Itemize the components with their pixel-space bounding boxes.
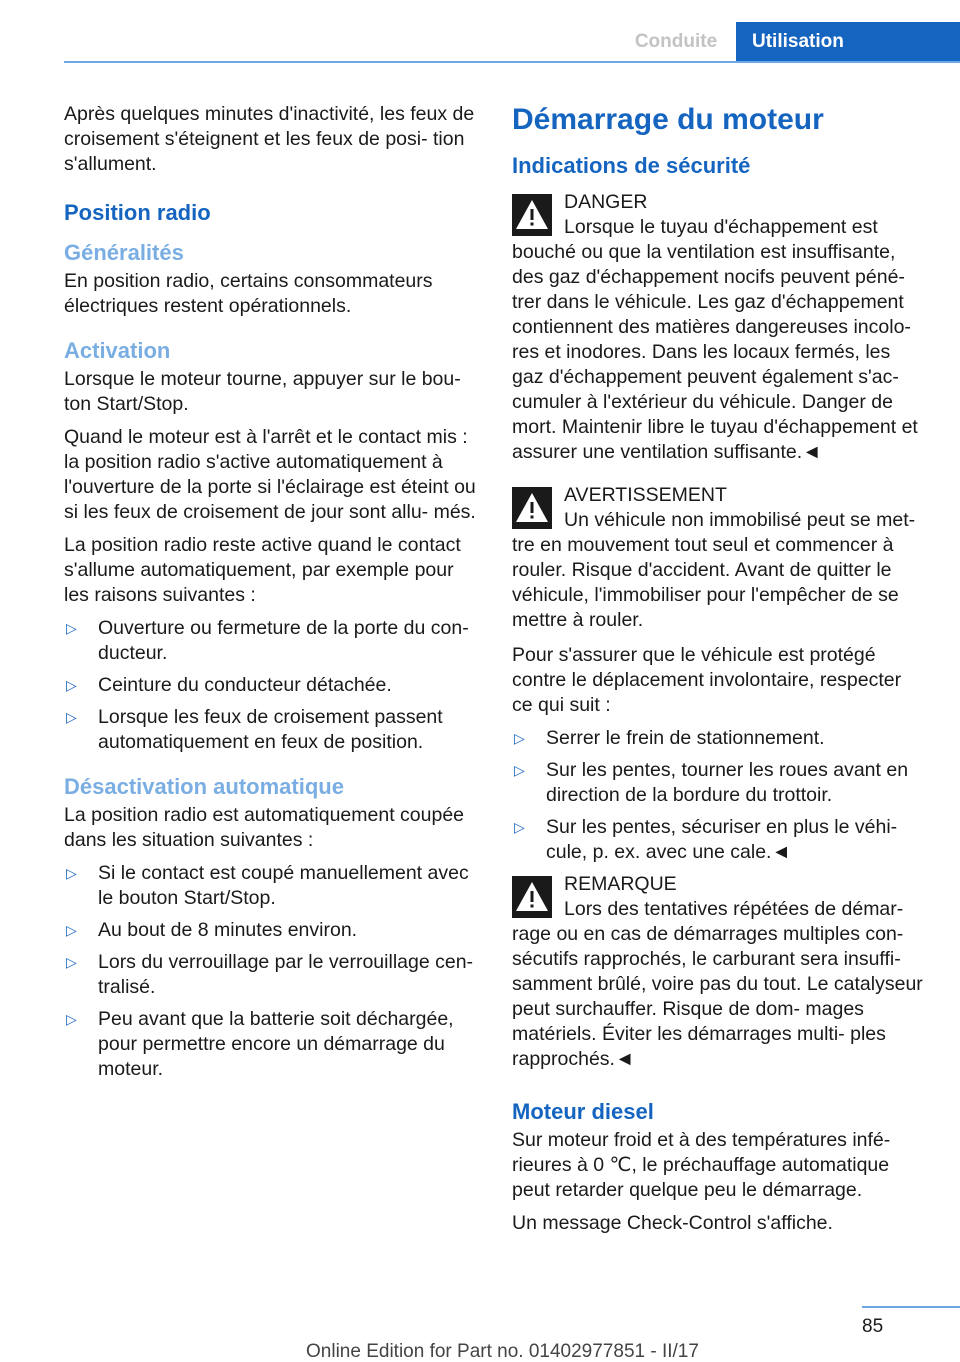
right-column bbox=[512, 102, 924, 1244]
diesel-paragraph-2: Un message Check-Control s'affiche. bbox=[512, 1212, 833, 1234]
deactivation-list bbox=[64, 861, 482, 1082]
list-item: ▷ Serrer le frein de stationnement. bbox=[514, 727, 825, 749]
note-notice bbox=[512, 872, 924, 1072]
list-item: ▷ Sur les pentes, tourner les roues avant en direction de la bordure du trottoir. bbox=[514, 759, 909, 806]
section-title-position-radio: Position radio bbox=[64, 200, 211, 225]
triangle-right-icon: ▷ bbox=[66, 865, 77, 881]
note-text: Lors des tentatives répétées de démar- rage ou en cas de démarrages multiples con- sécutifs rapprochés, le carburant sera insuffi- samment brûlé, voire pas du tout. Le catalyseur peut surchauffer. Risque de dom- mages matériels. Éviter les démarrages multi- ples rapprochés.◄ bbox=[512, 898, 923, 1070]
secure-list bbox=[512, 726, 924, 865]
warning-triangle-icon bbox=[512, 194, 552, 236]
deactivation-paragraph: La position radio est automatiquement coupée dans les situation suivantes : bbox=[64, 804, 465, 851]
footer-rule bbox=[862, 1306, 960, 1308]
tab-utilisation[interactable]: Utilisation bbox=[736, 22, 960, 62]
warning-label: AVERTISSEMENT bbox=[564, 484, 727, 506]
secure-paragraph: Pour s'assurer que le véhicule est protégé contre le déplacement involontaire, respecter ce qui suit : bbox=[512, 644, 902, 716]
activation-list bbox=[64, 616, 482, 755]
triangle-right-icon: ▷ bbox=[66, 922, 77, 938]
list-item: ▷ Lorsque les feux de croisement passent automatiquement en feux de position. bbox=[66, 706, 443, 753]
left-column bbox=[64, 102, 482, 1089]
list-item: ▷ Au bout de 8 minutes environ. bbox=[66, 919, 358, 941]
danger-text: Lorsque le tuyau d'échappement est bouché ou que la ventilation est insuffisante, des gaz d'échappement nocifs peuvent péné- trer dans le véhicule. Les gaz d'échappement contiennent des matières dangereuses incolo- res et inodores. Dans les locaux fermés, les gaz d'échappement peuvent également s'ac- cumuler à l'extérieur du véhicule. Danger de mort. Maintenir libre le tuyau d'échappement et assurer une ventilation suffisante.◄ bbox=[512, 216, 918, 463]
danger-label: DANGER bbox=[564, 191, 648, 213]
triangle-right-icon: ▷ bbox=[66, 620, 77, 636]
activation-paragraph-1: Lorsque le moteur tourne, appuyer sur le bou- ton Start/Stop. bbox=[64, 368, 461, 415]
heading-diesel: Moteur diesel bbox=[512, 1099, 654, 1124]
header-rule bbox=[64, 61, 960, 63]
general-paragraph: En position radio, certains consommateurs électriques restent opérationnels. bbox=[64, 270, 433, 317]
list-item: ▷ Peu avant que la batterie soit déchargée, pour permettre encore un démarrage du moteur. bbox=[66, 1008, 454, 1080]
list-item: ▷ Ceinture du conducteur détachée. bbox=[66, 674, 392, 696]
tab-conduite[interactable]: Conduite bbox=[634, 31, 718, 52]
triangle-right-icon: ▷ bbox=[66, 677, 77, 693]
heading-generalites: Généralités bbox=[64, 240, 184, 265]
edition-text: Online Edition for Part no. 01402977851 - II/17 bbox=[306, 1341, 699, 1362]
diesel-paragraph-1: Sur moteur froid et à des températures infé- rieures à 0 ℃, le préchauffage automatique peut retarder quelque peu le démarrage. bbox=[512, 1129, 891, 1201]
header-tabs bbox=[616, 22, 960, 62]
triangle-right-icon: ▷ bbox=[514, 819, 525, 835]
heading-deactivation: Désactivation automatique bbox=[64, 774, 344, 799]
heading-activation: Activation bbox=[64, 338, 171, 363]
note-label: REMARQUE bbox=[564, 873, 677, 895]
list-item: ▷ Ouverture ou fermeture de la porte du con- ducteur. bbox=[66, 617, 469, 664]
triangle-right-icon: ▷ bbox=[66, 954, 77, 970]
activation-paragraph-2: Quand le moteur est à l'arrêt et le contact mis : la position radio s'active automatiquement à l'ouverture de la porte si l'éclairage est éteint ou si les feux de croisement de jour sont allu- més. bbox=[64, 426, 476, 523]
page-title: Démarrage du moteur bbox=[512, 103, 824, 136]
warning-notice bbox=[512, 483, 924, 633]
warning-triangle-icon bbox=[512, 876, 552, 918]
list-item: ▷ Sur les pentes, sécuriser en plus le véhi- cule, p. ex. avec une cale.◄ bbox=[514, 816, 898, 863]
heading-safety: Indications de sécurité bbox=[512, 153, 751, 178]
danger-notice bbox=[512, 190, 924, 465]
triangle-right-icon: ▷ bbox=[514, 730, 525, 746]
page-number: 85 bbox=[862, 1316, 884, 1337]
warning-triangle-icon bbox=[512, 487, 552, 529]
intro-paragraph: Après quelques minutes d'inactivité, les feux de croisement s'éteignent et les feux de posi- tion s'allument. bbox=[64, 103, 475, 175]
list-item: ▷ Lors du verrouillage par le verrouillage cen- tralisé. bbox=[66, 951, 474, 998]
warning-text: Un véhicule non immobilisé peut se met- tre en mouvement tout seul et commencer à rouler. Risque d'accident. Avant de quitter le véhicule, l'immobiliser pour l'empêcher de se mettre à rouler. bbox=[512, 509, 916, 631]
triangle-right-icon: ▷ bbox=[66, 1011, 77, 1027]
activation-paragraph-3: La position radio reste active quand le contact s'allume automatiquement, par exemple pour les raisons suivantes : bbox=[64, 534, 461, 606]
triangle-right-icon: ▷ bbox=[66, 709, 77, 725]
list-item: ▷ Si le contact est coupé manuellement avec le bouton Start/Stop. bbox=[66, 862, 469, 909]
triangle-right-icon: ▷ bbox=[514, 762, 525, 778]
